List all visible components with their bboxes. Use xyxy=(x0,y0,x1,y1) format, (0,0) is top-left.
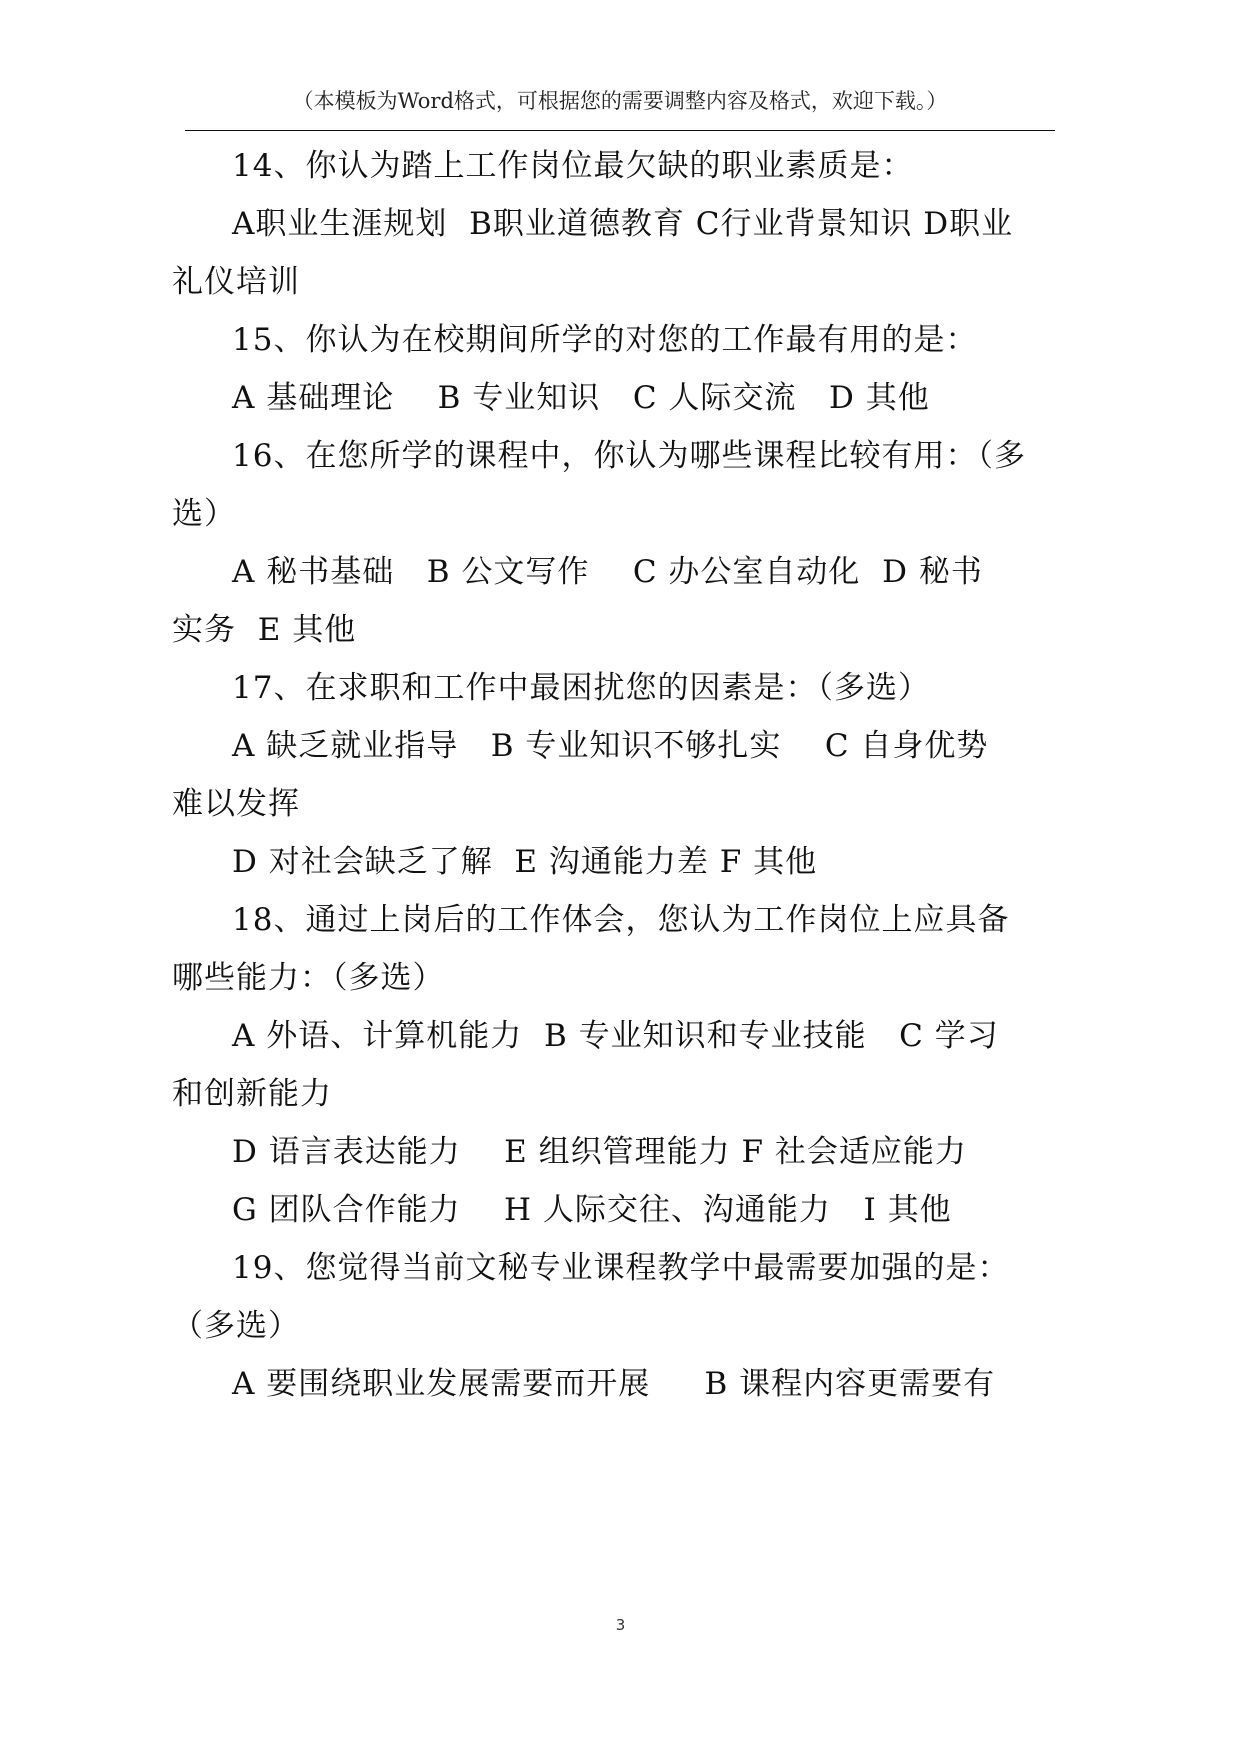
question-17-options: A 缺乏就业指导 B 专业知识不够扎实 C 自身优势 xyxy=(232,728,989,764)
question-18-options-3: G 团队合作能力 H 人际交往、沟通能力 I 其他 xyxy=(232,1192,952,1228)
question-16-cont: 选） xyxy=(172,496,236,532)
question-18-options-2: D 语言表达能力 E 组织管理能力 F 社会适应能力 xyxy=(232,1134,967,1170)
question-19-options: A 要围绕职业发展需要而开展 B 课程内容更需要有 xyxy=(232,1366,996,1402)
question-16-options-cont: 实务 E 其他 xyxy=(172,612,357,648)
question-16-options: A 秘书基础 B 公文写作 C 办公室自动化 D 秘书 xyxy=(232,554,983,590)
template-note-header: （本模板为Word格式，可根据您的需要调整内容及格式，欢迎下载。） xyxy=(292,89,948,113)
question-17-options-2: D 对社会缺乏了解 E 沟通能力差 F 其他 xyxy=(232,844,818,880)
question-14-options: A职业生涯规划 B职业道德教育 C行业背景知识 D职业 xyxy=(232,206,1014,242)
question-18-options-cont: 和创新能力 xyxy=(172,1076,332,1112)
question-17-options-cont: 难以发挥 xyxy=(172,786,300,822)
question-17: 17、在求职和工作中最困扰您的因素是：（多选） xyxy=(232,670,930,706)
question-18: 18、通过上岗后的工作体会，您认为工作岗位上应具备 xyxy=(232,902,1010,938)
question-15-options: A 基础理论 B 专业知识 C 人际交流 D 其他 xyxy=(232,380,930,416)
question-18-cont: 哪些能力：（多选） xyxy=(172,960,445,996)
question-19: 19、您觉得当前文秘专业课程教学中最需要加强的是： xyxy=(232,1250,1010,1286)
question-18-options: A 外语、计算机能力 B 专业知识和专业技能 C 学习 xyxy=(232,1018,999,1054)
page-number: 3 xyxy=(615,1616,626,1634)
question-19-cont: （多选） xyxy=(172,1308,300,1344)
question-16: 16、在您所学的课程中，你认为哪些课程比较有用：（多 xyxy=(232,438,1026,474)
question-14: 14、你认为踏上工作岗位最欠缺的职业素质是： xyxy=(232,148,914,184)
question-14-options-cont: 礼仪培训 xyxy=(172,264,300,300)
header-divider xyxy=(185,130,1055,131)
question-15: 15、你认为在校期间所学的对您的工作最有用的是： xyxy=(232,322,978,358)
